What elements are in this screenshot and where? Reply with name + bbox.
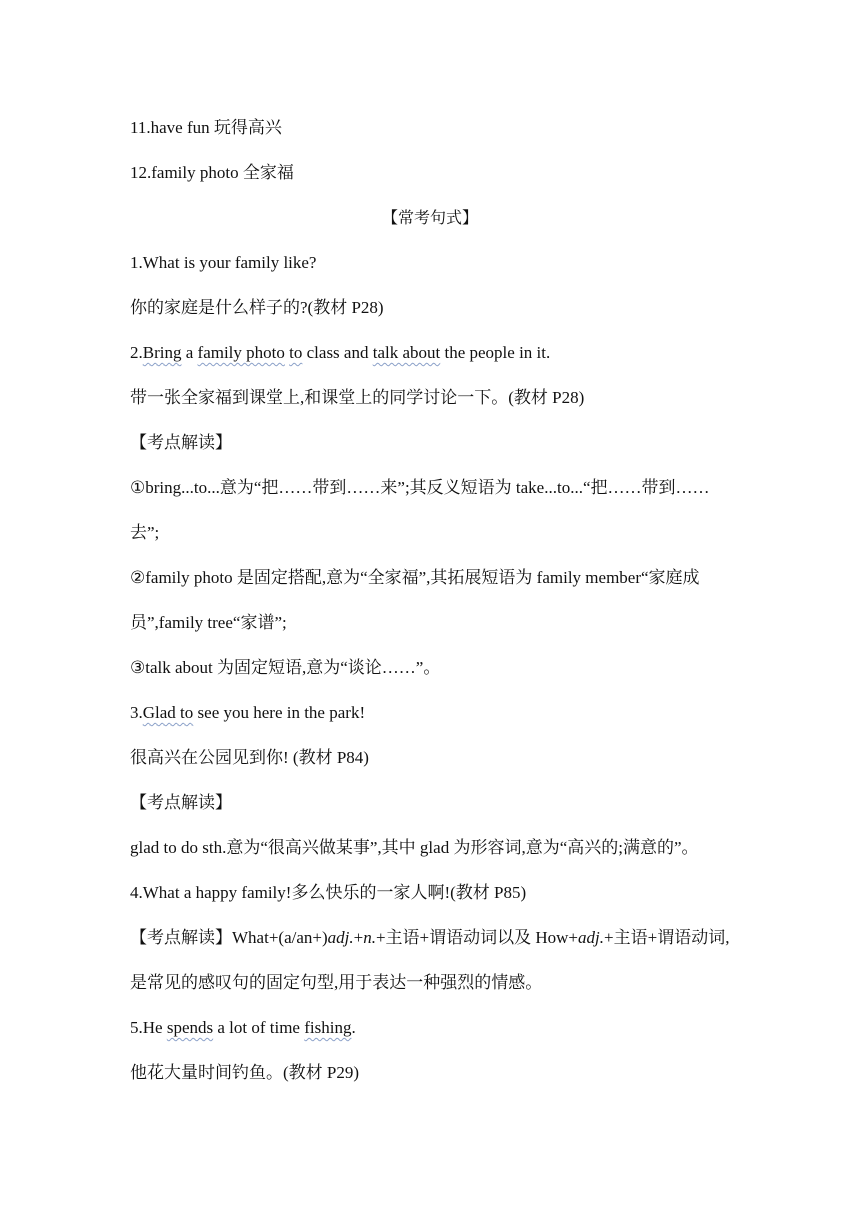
text-mid: a lot of time (213, 1018, 305, 1037)
sentence-number: 2. (130, 343, 143, 362)
sentence-4-note (130, 927, 770, 949)
text-he: 5.He (130, 1018, 167, 1037)
note-text: What+(a/an+) (232, 928, 328, 947)
note-2-line-1: ②family photo 是固定搭配,意为“全家福”,其拓展短语为 family member“家庭成 (130, 568, 700, 587)
text-rest: the people in it. (440, 343, 551, 362)
underlined-fishing: fishing (304, 1018, 352, 1037)
text-class: class and (302, 343, 373, 362)
sentence-3-en (130, 702, 770, 724)
note-1-line-1: ①bring...to...意为“把……带到……来”;其反义短语为 take...to...“把……带到…… (130, 478, 710, 497)
sentence-5-zh: 他花大量时间钓鱼。(教材 P29) (130, 1063, 360, 1082)
phrase-11: 11.have fun 玩得高兴 (130, 118, 282, 137)
key-point-heading: 【考点解读】 (130, 928, 232, 947)
note-1-line-2: 去”; (130, 523, 160, 542)
underlined-to: to (289, 343, 303, 362)
note-text: +主语+谓语动词以及 How+ (375, 928, 579, 947)
underlined-spends: spends (166, 1018, 214, 1037)
note-glad: glad to do sth.意为“很高兴做某事”,其中 glad 为形容词,意为“高兴的;满意的”。 (130, 838, 699, 857)
underlined-glad-to: Glad to (142, 703, 194, 722)
underlined-bring: Bring (142, 343, 182, 362)
text-a: a (181, 343, 198, 362)
underlined-talk-about: talk about (372, 343, 441, 362)
sentence-1-en: 1.What is your family like? (130, 253, 317, 272)
sentence-1-zh: 你的家庭是什么样子的?(教材 P28) (130, 298, 384, 317)
italic-adj: adj. (578, 928, 605, 947)
note-text: +主语+谓语动词, (604, 928, 730, 947)
section-title: 【常考句式】 (381, 208, 478, 227)
italic-adj: adj. (327, 928, 354, 947)
sentence-4: 4.What a happy family!多么快乐的一家人啊!(教材 P85) (130, 883, 527, 902)
sentence-2-zh: 带一张全家福到课堂上,和课堂上的同学讨论一下。(教材 P28) (130, 388, 585, 407)
underlined-family-photo: family photo (197, 343, 285, 362)
italic-n: n. (363, 928, 376, 947)
sentence-5-en (130, 1017, 770, 1039)
sentence-number: 3. (130, 703, 143, 722)
sentence-2-en (130, 342, 770, 364)
key-point-heading: 【考点解读】 (130, 433, 232, 452)
text-dot: . (351, 1018, 356, 1037)
note-3: ③talk about 为固定短语,意为“谈论……”。 (130, 658, 441, 677)
sentence-3-zh: 很高兴在公园见到你! (教材 P84) (130, 748, 369, 767)
note-text: + (353, 928, 364, 947)
key-point-heading: 【考点解读】 (130, 793, 232, 812)
note-2-line-2: 员”,family tree“家谱”; (130, 613, 287, 632)
text-rest: see you here in the park! (193, 703, 366, 722)
sentence-4-note-line-2: 是常见的感叹句的固定句型,用于表达一种强烈的情感。 (130, 973, 543, 992)
phrase-12: 12.family photo 全家福 (130, 163, 294, 182)
